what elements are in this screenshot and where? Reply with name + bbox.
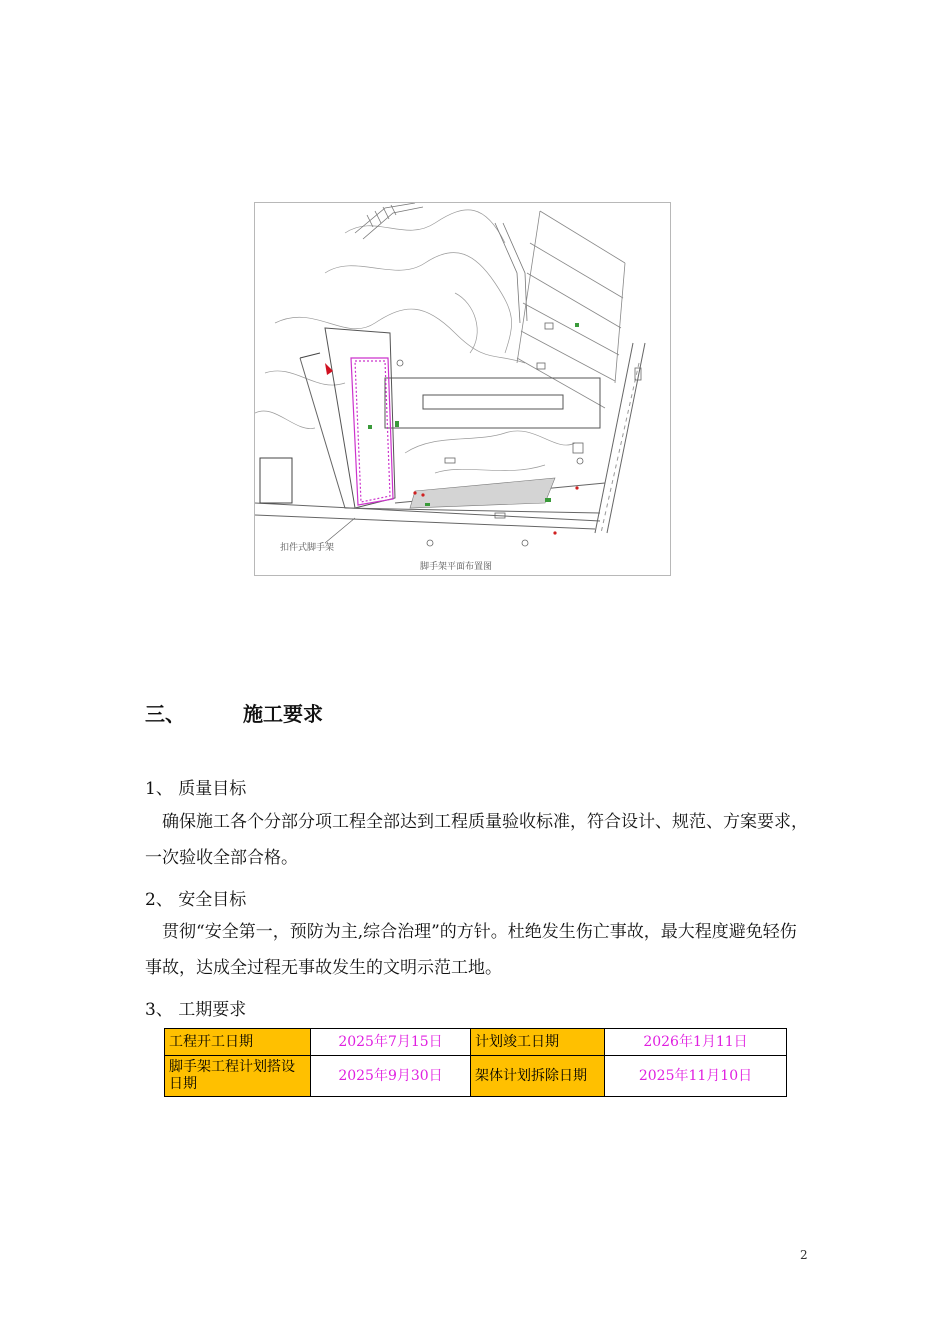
- completion-date-value: 2026年1月11日: [605, 1029, 787, 1056]
- section-title: 施工要求: [243, 702, 323, 726]
- item-text-safety: 贯彻“安全第一，预防为主,综合治理”的方针。杜绝发生伤亡事故，最大程度避免轻伤事故，达成全过程无事故发生的文明示范工地。: [145, 922, 797, 978]
- dismantle-date-label: 架体计划拆除日期: [471, 1056, 605, 1097]
- erection-date-value: 2025年9月30日: [311, 1056, 471, 1097]
- item-heading-schedule: 3、 工期要求: [145, 1000, 247, 1020]
- completion-date-label: 计划竣工日期: [471, 1029, 605, 1056]
- dismantle-date-value: 2025年11月10日: [605, 1056, 787, 1097]
- site-plan-drawing: [255, 203, 670, 575]
- site-plan-figure: [254, 202, 671, 576]
- section-heading: [145, 698, 323, 727]
- item-heading-quality: 1、 质量目标: [145, 779, 247, 799]
- schedule-table: [164, 1028, 787, 1097]
- erection-date-label: 脚手架工程计划搭设日期: [165, 1056, 311, 1097]
- table-row: [165, 1056, 787, 1097]
- figure-caption: 脚手架平面布置图: [420, 562, 493, 572]
- start-date-value: 2025年7月15日: [311, 1029, 471, 1056]
- start-date-label: 工程开工日期: [165, 1029, 311, 1056]
- page-number: 2: [800, 1248, 808, 1262]
- section-number: 三、: [145, 702, 185, 726]
- table-row: [165, 1029, 787, 1056]
- scaffold-type-label: 扣件式脚手架: [280, 543, 335, 553]
- item-heading-safety: 2、 安全目标: [145, 890, 247, 910]
- item-text-quality: 确保施工各个分部分项工程全部达到工程质量验收标准，符合设计、规范、方案要求，一次验收全部合格。: [145, 812, 808, 868]
